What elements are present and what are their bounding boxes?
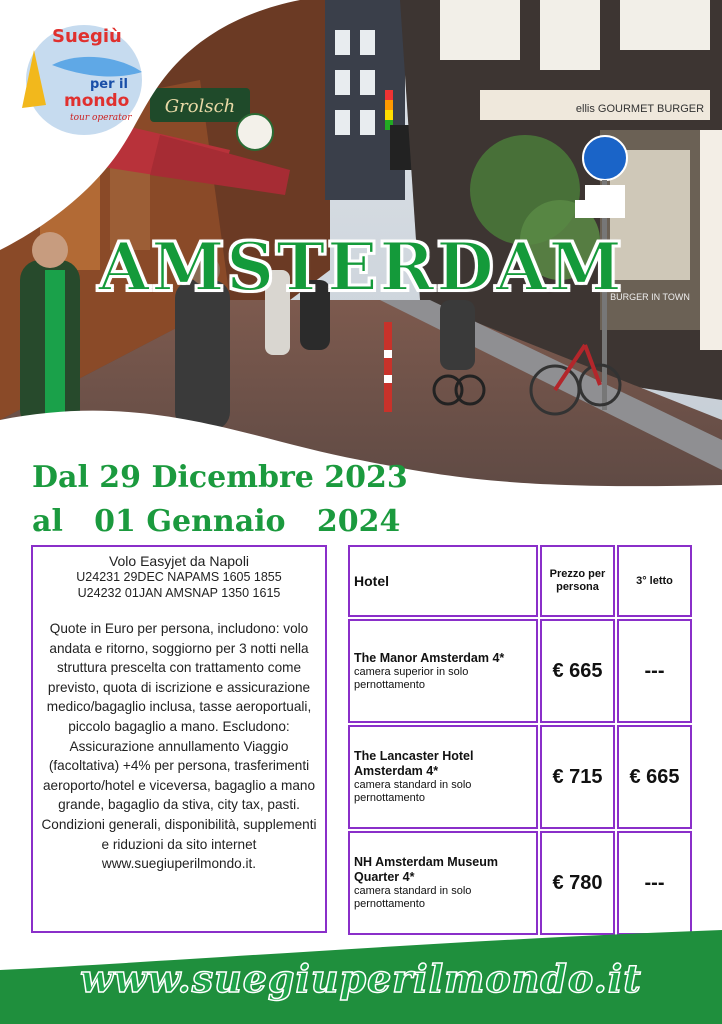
info-box [31, 545, 327, 933]
logo-tagline: tour operator [70, 113, 132, 123]
conditions-text: Quote in Euro per persona, includono: volo andata e ritorno, soggiorno per 3 notti nella struttura prescelta con trattamento come previsto, quota di iscrizione e assicurazione medico/bagaglio inclusa, tasse aeroportuali, piccolo bagaglio a mano. Escludono: Assicurazione annullamento Viaggio (facoltativa) +4% per persona, trasferimenti aeroporto/hotel e viceversa, bagaglio a mano grande, bagaglio da stiva, city tax, pasti. Condizioni generali, disponibilità, supplementi e riduzioni da sito internet www.suegiuperilmondo.it. [41, 621, 317, 872]
price-value: € 665 [540, 619, 615, 723]
burger-sign: BURGER IN TOWN [610, 292, 690, 302]
ellis-sign: ellis GOURMET BURGER [575, 103, 705, 115]
logo-line3: mondo [64, 91, 130, 111]
header-price: Prezzo per persona [540, 545, 615, 617]
hotel-name: The Lancaster Hotel Amsterdam 4* [354, 749, 474, 778]
logo-line2: per il [90, 77, 128, 92]
hotel-desc: camera standard in solo pernottamento [354, 779, 472, 804]
grolsch-sign: Grolsch [164, 96, 236, 117]
flight-line: U24232 01JAN AMSNAP 1350 1615 [77, 586, 281, 600]
city-title: AMSTERDAM [98, 228, 624, 306]
hotel-name: The Manor Amsterdam 4* [354, 650, 505, 665]
logo [12, 10, 152, 140]
table-row [348, 725, 538, 829]
price-value: € 715 [540, 725, 615, 829]
header-third-bed: 3° letto [617, 545, 692, 617]
flight-line: U24231 29DEC NAPAMS 1605 1855 [76, 570, 282, 584]
table-row [348, 831, 538, 935]
flight-title: Volo Easyjet da Napoli [108, 553, 250, 569]
globe-logo-icon [12, 10, 152, 140]
hotel-desc: camera superior in solo pernottamento [354, 665, 469, 691]
date-to: al 01 Gennaio 2024 [32, 504, 401, 539]
third-bed-value: --- [617, 619, 692, 723]
table-row [348, 619, 538, 723]
price-value: € 780 [540, 831, 615, 935]
hotel-name: NH Amsterdam Museum Quarter 4* [354, 855, 499, 884]
hotel-desc: camera standard in solo pernottamento [354, 885, 472, 910]
header-hotel: Hotel [348, 545, 538, 617]
website-link[interactable]: www.suegiuperilmondo.it [80, 956, 642, 1001]
date-from: Dal 29 Dicembre 2023 [32, 460, 408, 495]
third-bed-value: € 665 [617, 725, 692, 829]
logo-line1: Suegiù [52, 26, 122, 47]
third-bed-value: --- [617, 831, 692, 935]
